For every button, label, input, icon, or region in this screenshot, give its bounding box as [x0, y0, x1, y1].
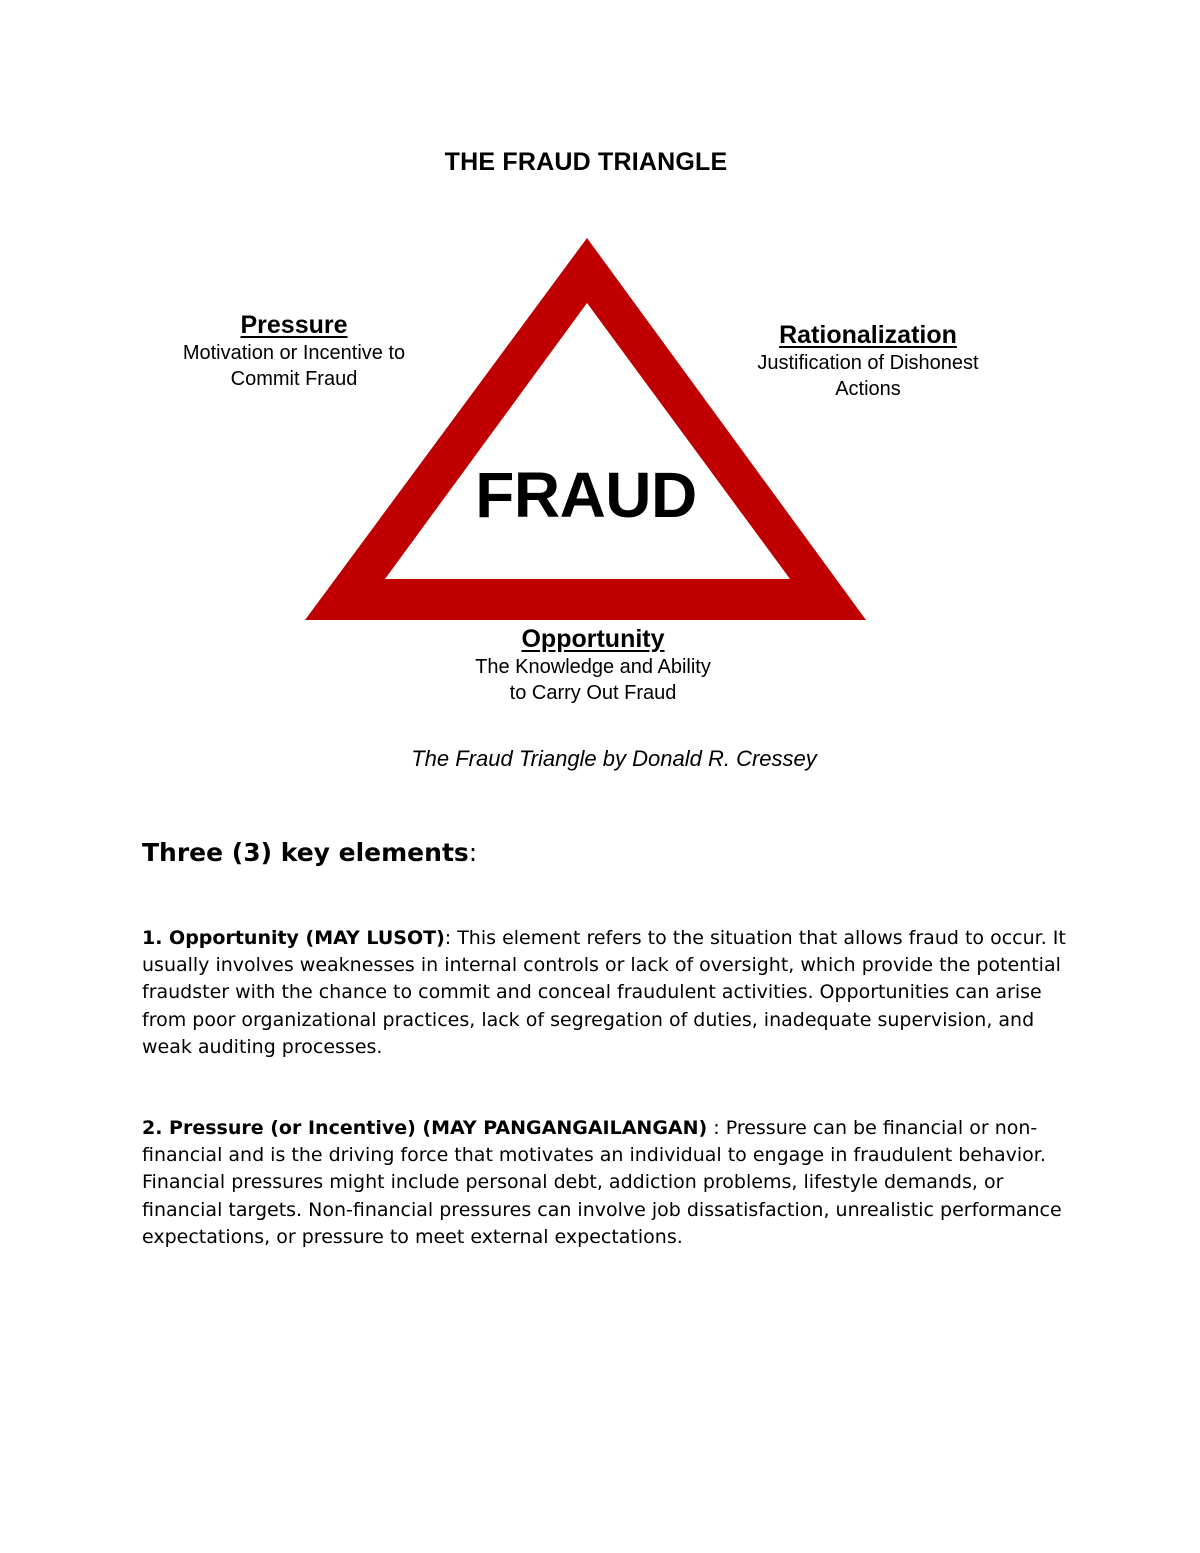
element-paragraph-pressure [142, 1115, 1072, 1251]
opportunity-corner [430, 624, 756, 706]
pressure-description: Motivation or Incentive to Commit Fraud [182, 342, 406, 390]
document-body [142, 836, 1072, 1251]
rationalization-description: Justification of Dishonest Actions [757, 352, 979, 400]
section-heading-colon: : [468, 838, 478, 867]
fraud-center-label: FRAUD [475, 459, 697, 531]
figure-caption: The Fraud Triangle by Donald R. Cressey [411, 746, 817, 771]
element-separator: : [444, 927, 458, 949]
pressure-heading: Pressure [240, 311, 348, 339]
rationalization-heading: Rationalization [779, 321, 957, 349]
red-triangle-outline [305, 238, 866, 620]
element-label: 1. Opportunity (MAY LUSOT) [142, 927, 445, 949]
opportunity-heading: Opportunity [521, 625, 665, 653]
element-label: 2. Pressure (or Incentive) (MAY PANGANGAILANGAN) [142, 1117, 708, 1140]
element-separator: : [707, 1117, 726, 1140]
element-paragraph-opportunity [142, 925, 1072, 1061]
opportunity-description: The Knowledge and Ability to Carry Out Fraud [475, 656, 711, 704]
section-heading-text: Three (3) key elements [142, 838, 469, 867]
element-text: This element refers to the situation that allows fraud to occur. It usually involves weaknesses in internal controls or lack of oversight, which provide the potential fraudster with the chance to commit and conceal fraudulent activities. Opportunities can arise from poor organizational practices, lack of segregation of duties, inadequate supervision, and weak auditing processes. [142, 927, 1066, 1058]
element-text: Pressure can be financial or non-financial and is the driving force that motivates an individual to engage in fraudulent behavior. Financial pressures might include personal debt, addiction problems, lifestyle demands, or financial targets. Non-financial pressures can involve job dissatisfaction, unrealistic performance expectations, or pressure to meet external expectations. [142, 1117, 1062, 1248]
section-heading [142, 836, 1072, 870]
figure-title: THE FRAUD TRIANGLE [444, 148, 728, 176]
rationalization-corner [730, 320, 1006, 402]
pressure-corner [152, 310, 436, 392]
